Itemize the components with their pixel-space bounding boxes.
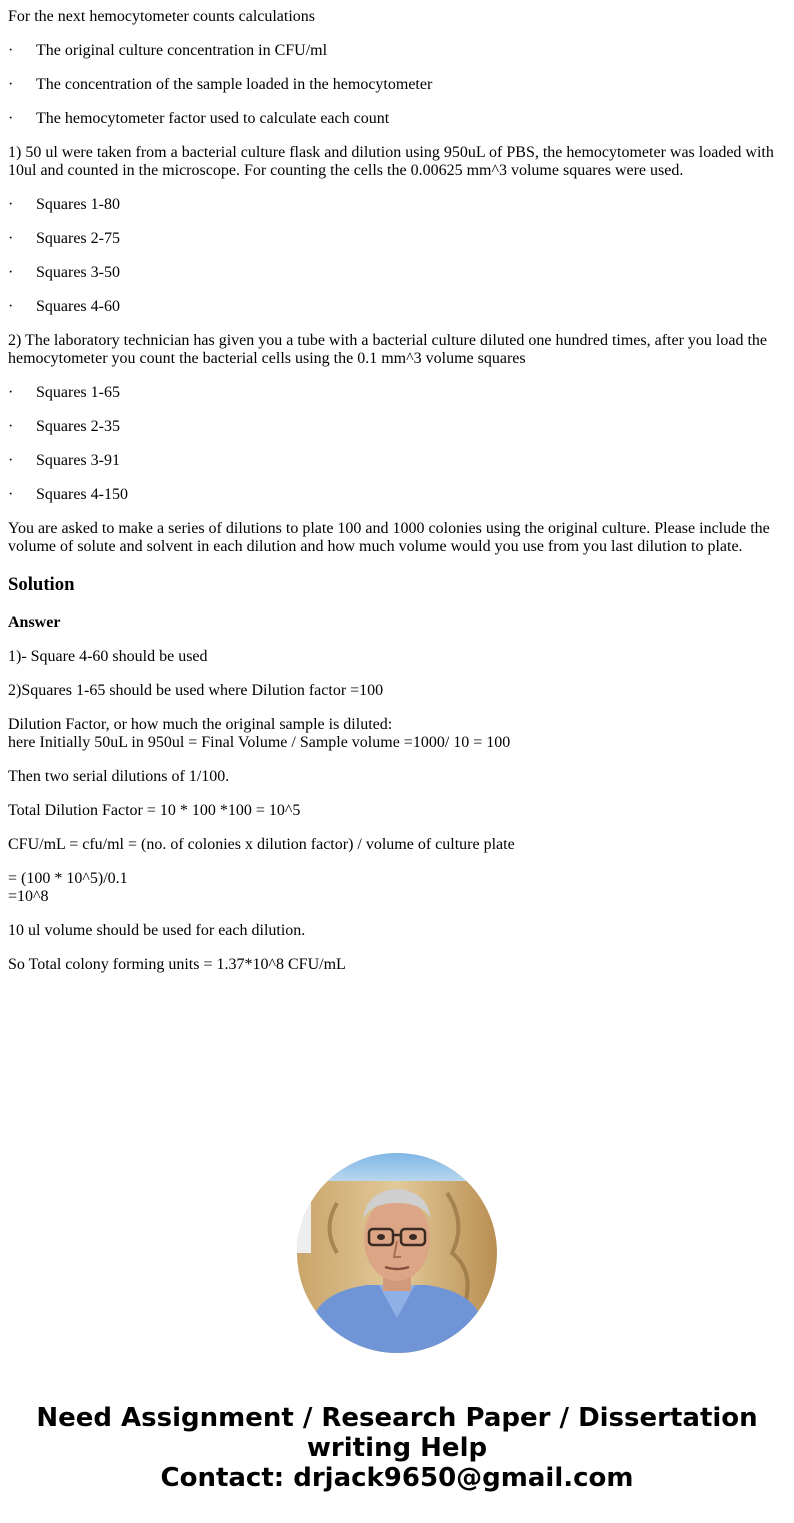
list-item xyxy=(8,230,786,248)
footer-line-2: writing Help xyxy=(306,1433,488,1463)
answer-label: Answer xyxy=(8,614,61,631)
total-cfu-result: So Total colony forming units = 1.37*10^8 CFU/mL xyxy=(8,956,346,973)
bullet-icon: · xyxy=(8,264,14,281)
question-1-text: 1) 50 ul were taken from a bacterial culture flask and dilution using 950uL of PBS, the hemocytometer was loaded with 10ul and counted in the microscope. For counting the cells the 0.00625 mm^3 volume squares were used. xyxy=(8,144,774,179)
footer-contact: Contact: drjack9650@gmail.com xyxy=(160,1463,634,1493)
list-item xyxy=(8,418,786,436)
intro-text: For the next hemocytometer counts calculations xyxy=(8,8,316,25)
list-item-text: Squares 3-50 xyxy=(36,264,120,281)
list-item-text: Squares 2-75 xyxy=(36,230,120,247)
volume-note: 10 ul volume should be used for each dilution. xyxy=(8,922,306,939)
bullet-icon: · xyxy=(8,230,14,247)
total-dilution-factor: Total Dilution Factor = 10 * 100 *100 = 10^5 xyxy=(8,802,301,819)
bullet-icon: · xyxy=(8,418,14,435)
solution-heading: Solution xyxy=(8,574,75,595)
task-text: You are asked to make a series of dilutions to plate 100 and 1000 colonies using the original culture. Please include the volume of solute and solvent in each dilution and how much volume would you use from you last dilution to plate. xyxy=(8,520,770,555)
bullet-icon: · xyxy=(8,42,14,59)
answer-line-2: 2)Squares 1-65 should be used where Dilution factor =100 xyxy=(8,682,384,699)
bullet-icon: · xyxy=(8,452,14,469)
list-item-text: Squares 4-150 xyxy=(36,486,128,503)
dilution-factor-text xyxy=(8,716,786,752)
footer-line-1: Need Assignment / Research Paper / Dissertation xyxy=(36,1403,758,1433)
bullet-icon: · xyxy=(8,384,14,401)
list-item xyxy=(8,384,786,402)
list-item-text: The original culture concentration in CFU/ml xyxy=(36,42,328,59)
list-item xyxy=(8,298,786,316)
bullet-icon: · xyxy=(8,76,14,93)
list-item-text: Squares 4-60 xyxy=(36,298,120,315)
avatar-portrait-image xyxy=(297,1153,497,1353)
answer-line-1: 1)- Square 4-60 should be used xyxy=(8,648,208,665)
avatar xyxy=(297,1153,497,1353)
question-2-text: 2) The laboratory technician has given you a tube with a bacterial culture diluted one hundred times, after you load the hemocytometer you count the bacterial cells using the 0.1 mm^3 volume squares xyxy=(8,332,767,367)
bullet-icon: · xyxy=(8,486,14,503)
bullet-icon: · xyxy=(8,298,14,315)
calculation-line-2: =10^8 xyxy=(8,888,49,905)
dilution-line-1: Dilution Factor, or how much the original sample is diluted: xyxy=(8,716,393,733)
list-item-text: Squares 3-91 xyxy=(36,452,120,469)
footer-banner xyxy=(0,1403,794,1493)
document-body xyxy=(8,8,786,990)
list-item-text: Squares 1-80 xyxy=(36,196,120,213)
list-item xyxy=(8,42,786,60)
serial-dilution-text: Then two serial dilutions of 1/100. xyxy=(8,768,230,785)
list-item xyxy=(8,264,786,282)
list-item xyxy=(8,486,786,504)
list-item-text: The concentration of the sample loaded in the hemocytometer xyxy=(36,76,433,93)
list-item xyxy=(8,452,786,470)
list-item-text: Squares 1-65 xyxy=(36,384,120,401)
calculation xyxy=(8,870,786,906)
bullet-icon: · xyxy=(8,196,14,213)
list-item xyxy=(8,110,786,128)
list-item xyxy=(8,76,786,94)
bullet-icon: · xyxy=(8,110,14,127)
dilution-line-2: here Initially 50uL in 950ul = Final Volume / Sample volume =1000/ 10 = 100 xyxy=(8,734,511,751)
calculation-line-1: = (100 * 10^5)/0.1 xyxy=(8,870,128,887)
cfu-formula: CFU/mL = cfu/ml = (no. of colonies x dilution factor) / volume of culture plate xyxy=(8,836,515,853)
list-item-text: Squares 2-35 xyxy=(36,418,120,435)
list-item xyxy=(8,196,786,214)
list-item-text: The hemocytometer factor used to calculate each count xyxy=(36,110,390,127)
